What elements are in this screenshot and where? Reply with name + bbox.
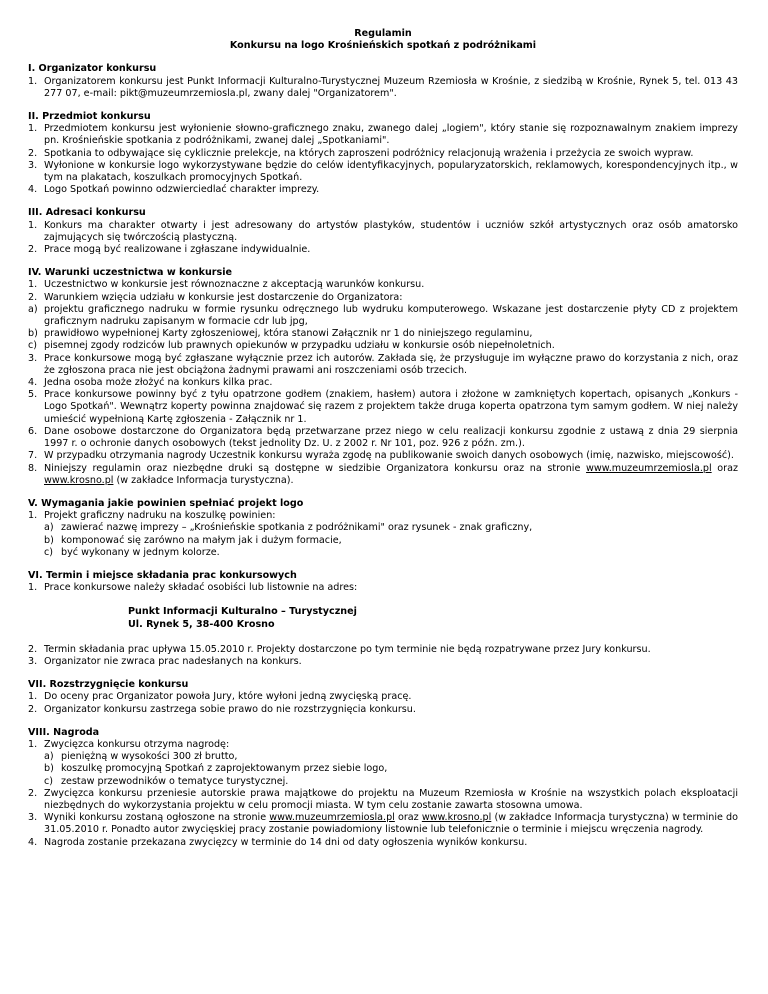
link-krosno[interactable]: www.krosno.pl [44,474,114,486]
list-item [28,328,738,340]
item-number: 4. [28,184,38,196]
item-number: b) [44,534,54,546]
list-item [28,279,738,291]
item-text: Do oceny prac Organizator powoła Jury, które wyłoni jedną zwycięską pracę. [44,691,412,703]
item-number: 1. [28,219,38,231]
item-number: 8. [28,462,38,474]
item-number: 2. [28,291,38,303]
list-item [28,377,738,389]
list-item [28,691,738,703]
item-text: Wyłonione w konkursie logo wykorzystywane będzie do celów identyfikacyjnych, popularyzatorskich, reklamowych, korespondencyjnych itp., w tym na plakatach, koszulkach promocyjnych Spotkań. [44,159,738,184]
item-number: c) [44,546,54,558]
item-number: 1. [28,738,38,750]
item-number: 1. [28,582,38,594]
section-heading: VI. Termin i miejsce składania prac konkursowych [28,569,297,581]
item-number: 2. [28,244,38,256]
item-text: W przypadku otrzymania nagrody Uczestnik konkursu wyraża zgodę na publikowanie swoich danych osobowych (imię, nazwisko, miejscowość). [44,450,734,462]
item-number: a) [44,751,54,763]
item-text: Nagroda zostanie przekazana zwycięzcy w terminie do 14 dni od daty ogłoszenia wyników konkursu. [44,836,528,848]
item-number: b) [44,763,54,775]
item-text-part: (w zakładce Informacja turystyczna). [113,474,294,486]
list-item [28,788,738,812]
address-line-2: Ul. Rynek 5, 38-400 Krosno [128,618,275,630]
section-addressees [28,207,738,256]
section-heading: I. Organizator konkursu [28,63,157,75]
item-text: zestaw przewodników o tematyce turystycznej. [61,775,289,787]
section-submission [28,570,738,668]
item-text: projektu graficznego nadruku w formie rysunku odręcznego lub wydruku komputerowego. Wskazane jest dostarczenie płyty CD z projektem graficznym nadruku zapisanym w formacie cdr lub jpg, [44,303,738,328]
link-muzeumrzemiosla[interactable]: www.muzeumrzemiosla.pl [586,462,712,474]
item-text: Zwycięzca konkursu otrzyma nagrodę: [44,738,230,750]
item-number: 1. [28,123,38,135]
item-number: 1. [28,75,38,87]
list-item [28,353,738,377]
item-text: Zwycięzca konkursu przeniesie autorskie prawa majątkowe do projektu na Muzeum Rzemiosła w Krośnie na wszystkich polach eksploatacji niezbędnych do wykorzystania projektu w celu promocji miasta. W tym celu zostanie zawarta stosowna umowa. [44,787,738,811]
section-resolution [28,679,738,716]
item-text: Konkurs ma charakter otwarty i jest adresowany do artystów plastyków, studentów i uczniów szkół artystycznych oraz osób amatorsko zajmujących się twórczością plastyczną. [44,219,738,243]
list-item [28,148,738,160]
item-text [44,812,738,836]
address-line-1: Punkt Informacji Kulturalno – Turystycznej [128,606,357,618]
section-organizer [28,63,738,100]
list-item [28,450,738,462]
item-text: koszulkę promocyjną Spotkań z zaprojektowanym przez siebie logo, [61,763,388,775]
list-item [28,220,738,244]
list-item [28,340,738,352]
postal-address [28,606,738,630]
item-number: 6. [28,425,38,437]
item-number: 3. [28,352,38,364]
list-item [28,292,738,304]
item-text: prawidłowo wypełnionej Karty zgłoszeniowej, która stanowi Załącznik nr 1 do niniejszego regulaminu, [44,328,533,340]
item-number: 1. [28,279,38,291]
list-item [28,426,738,450]
item-text: Organizator konkursu zastrzega sobie prawo do nie rozstrzygnięcia konkursu. [44,703,416,715]
item-text: Uczestnictwo w konkursie jest równoznaczne z akceptacją warunków konkursu. [44,279,425,291]
list-item [28,739,738,751]
list-item [28,463,738,487]
item-number: 2. [28,787,38,799]
item-number: 4. [28,377,38,389]
item-number: c) [28,340,38,352]
item-text: Logo Spotkań powinno odzwierciedlać charakter imprezy. [44,184,320,196]
item-text-part: oraz [711,462,738,474]
item-text: Prace konkursowe należy składać osobiści lub listownie na adres: [44,582,358,594]
item-number: 1. [28,510,38,522]
item-number: 2. [28,147,38,159]
list-item [28,389,738,426]
item-text-part: oraz [394,812,422,824]
item-text-part: Niniejszy regulamin oraz niezbędne druki są dostępne w siedzibie Organizatora konkursu oraz na stronie [44,462,581,474]
item-text: Organizatorem konkursu jest Punkt Informacji Kulturalno-Turystycznej Muzeum Rzemiosła w Krośnie, z siedzibą w Krośnie, Rynek 5, tel. 013 43 277 07, e-mail: pikt@muzeumrzemiosla.pl, zwany dalej "Organizatorem". [44,75,738,99]
item-text: Prace mogą być realizowane i zgłaszane indywidualnie. [44,244,311,256]
item-text-part: (w zakładce Informacja turystyczna) w terminie do 31.05.2010 r. Ponadto autor zwycięskiej pracy zostanie powiadomiony listownie lub telefonicznie o terminie i miejscu wręczenia nagrody. [44,812,739,836]
list-item [28,510,738,522]
item-number: c) [44,775,54,787]
item-text: Przedmiotem konkursu jest wyłonienie słowno-graficznego znaku, zwanego dalej „logiem", który stanie się rozpoznawalnym znakiem imprezy pn. Krośnieńskie spotkania z podróżnikami, zwanej dalej „Spotkaniami". [44,123,738,147]
section-conditions [28,267,738,487]
section-heading: VIII. Nagroda [28,726,100,738]
item-text: Organizator nie zwraca prac nadesłanych na konkurs. [44,655,302,667]
item-text: być wykonany w jednym kolorze. [61,546,220,558]
link-muzeumrzemiosla[interactable]: www.muzeumrzemiosla.pl [269,812,395,824]
section-requirements [28,498,738,559]
section-subject [28,111,738,196]
link-krosno[interactable]: www.krosno.pl [421,812,492,824]
sub-item [28,535,738,547]
item-number: a) [28,303,38,315]
list-item [28,656,738,668]
list-item [28,304,738,328]
item-number: 3. [28,159,38,171]
list-item [28,644,738,656]
section-heading: III. Adresaci konkursu [28,207,146,219]
sub-item [28,776,738,788]
item-text: Warunkiem wzięcia udziału w konkursie jest dostarczenie do Organizatora: [44,291,403,303]
item-text: Jedna osoba może złożyć na konkurs kilka prac. [44,377,273,389]
item-number: 5. [28,389,38,401]
item-number: 7. [28,450,38,462]
sub-item [28,522,738,534]
list-item [28,244,738,256]
section-heading: V. Wymagania jakie powinien spełniać projekt logo [28,497,304,509]
section-heading: IV. Warunki uczestnictwa w konkursie [28,267,233,279]
item-text-part: Wyniki konkursu zostaną ogłoszone na stronie [44,812,270,824]
section-heading: VII. Rozstrzygnięcie konkursu [28,679,189,691]
item-number: 1. [28,691,38,703]
document-title [28,28,738,52]
item-number: 2. [28,703,38,715]
list-item [28,837,738,849]
sub-item [28,751,738,763]
item-number: 2. [28,643,38,655]
list-item [28,812,738,836]
item-number: b) [28,328,38,340]
list-item [28,582,738,594]
item-number: 3. [28,812,38,824]
sub-item [28,763,738,775]
item-number: 4. [28,836,38,848]
sub-item [28,547,738,559]
item-text: Spotkania to odbywające się cyklicznie prelekcje, na których zaproszeni podróżnicy relacjonują wrażenia i przeżycia ze swoich wypraw. [44,147,694,159]
item-text: pisemnej zgody rodziców lub prawnych opiekunów w przypadku udziału w konkursie osób niepełnoletnich. [44,340,555,352]
list-item [28,184,738,196]
list-item [28,76,738,100]
section-heading: II. Przedmiot konkursu [28,111,151,123]
list-item [28,160,738,184]
title-line-1: Regulamin [354,28,412,39]
list-item [28,704,738,716]
item-text [44,463,738,487]
section-prize [28,727,738,849]
item-text: Termin składania prac upływa 15.05.2010 r. Projekty dostarczone po tym terminie nie będą rozpatrywane przez Jury konkursu. [44,643,651,655]
item-text: komponować się zarówno na małym jak i dużym formacie, [61,534,342,546]
title-line-2: Konkursu na logo Krośnieńskich spotkań z podróżnikami [229,40,537,52]
item-number: 3. [28,655,38,667]
item-number: a) [44,522,54,534]
list-item [28,123,738,147]
item-text: Prace konkursowe mogą być zgłaszane wyłącznie przez ich autorów. Zakłada się, że przysługuje im wyłączne prawo do korzystania z nich, oraz że zgłoszona praca nie jest obciążona żadnymi prawami ani roszczeniami osób trzecich. [44,352,738,376]
item-text: Prace konkursowe powinny być z tyłu opatrzone godłem (znakiem, hasłem) autora i złożone w zamkniętych kopertach, opisanych „Konkurs - Logo Spotkań". Wewnątrz koperty powinna znajdować się razem z projektem także druga koperta opatrzona tym samym godłem. W niej należy umieścić wypełnioną Kartę zgłoszenia - Załącznik nr 1. [44,389,738,425]
item-text: Projekt graficzny nadruku na koszulkę powinien: [44,510,276,522]
item-text: zawierać nazwę imprezy – „Krośnieńskie spotkania z podróżnikami" oraz rysunek - znak graficzny, [61,522,533,534]
item-text: Dane osobowe dostarczone do Organizatora będą przetwarzane przez niego w celu realizacji konkursu zgodnie z ustawą z dnia 29 sierpnia 1997 r. o ochronie danych osobowych (tekst jednolity Dz. U. z 2002 r. Nr 101, poz. 926 z późn. zm.). [44,425,738,450]
item-text: pieniężną w wysokości 300 zł brutto, [61,751,238,763]
